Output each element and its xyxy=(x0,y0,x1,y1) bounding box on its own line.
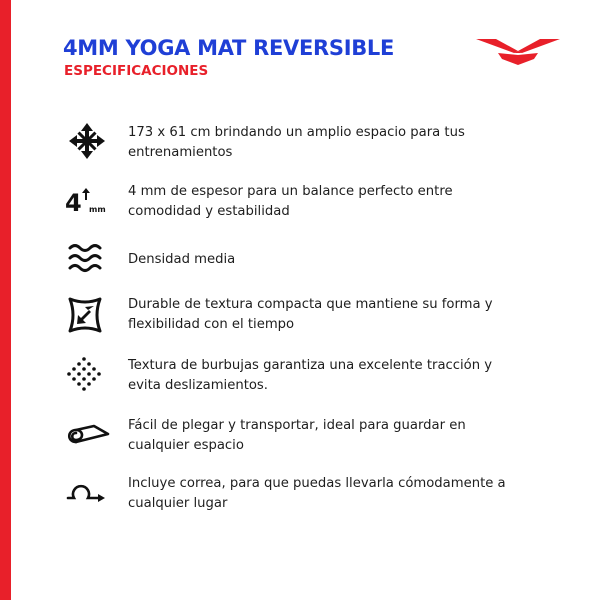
accent-bar xyxy=(0,0,11,600)
product-title: 4MM YOGA MAT REVERSIBLE xyxy=(63,36,395,60)
feature-text: Fácil de plegar y transportar, ideal para guardar en cualquier espacio xyxy=(128,418,466,453)
section-subtitle: ESPECIFICACIONES xyxy=(64,63,209,79)
thickness-4mm-icon xyxy=(64,182,110,222)
feature-text: Incluye correa, para que puedas llevarla cómodamente a cualquier lugar xyxy=(128,476,506,511)
feature-text: Durable de textura compacta que mantiene su forma y flexibilidad con el tiempo xyxy=(128,297,493,332)
thickness-digit: 4 xyxy=(65,189,82,217)
feature-text: Densidad media xyxy=(128,252,236,267)
feature-text: 4 mm de espesor para un balance perfecto entre comodidad y estabilidad xyxy=(128,184,453,219)
durable-texture-icon xyxy=(64,295,110,335)
thickness-unit: mm xyxy=(89,205,106,214)
bubble-texture-icon xyxy=(64,356,110,396)
waves-icon xyxy=(64,240,110,280)
brand-logo-icon xyxy=(476,37,560,67)
feature-text: 173 x 61 cm brindando un amplio espacio para tus entrenamientos xyxy=(128,125,465,160)
rolled-mat-icon xyxy=(64,416,110,456)
feature-text: Textura de burbujas garantiza una excelente tracción y evita deslizamientos. xyxy=(128,358,493,393)
strap-icon xyxy=(64,474,110,514)
move-arrows-icon xyxy=(64,121,110,161)
